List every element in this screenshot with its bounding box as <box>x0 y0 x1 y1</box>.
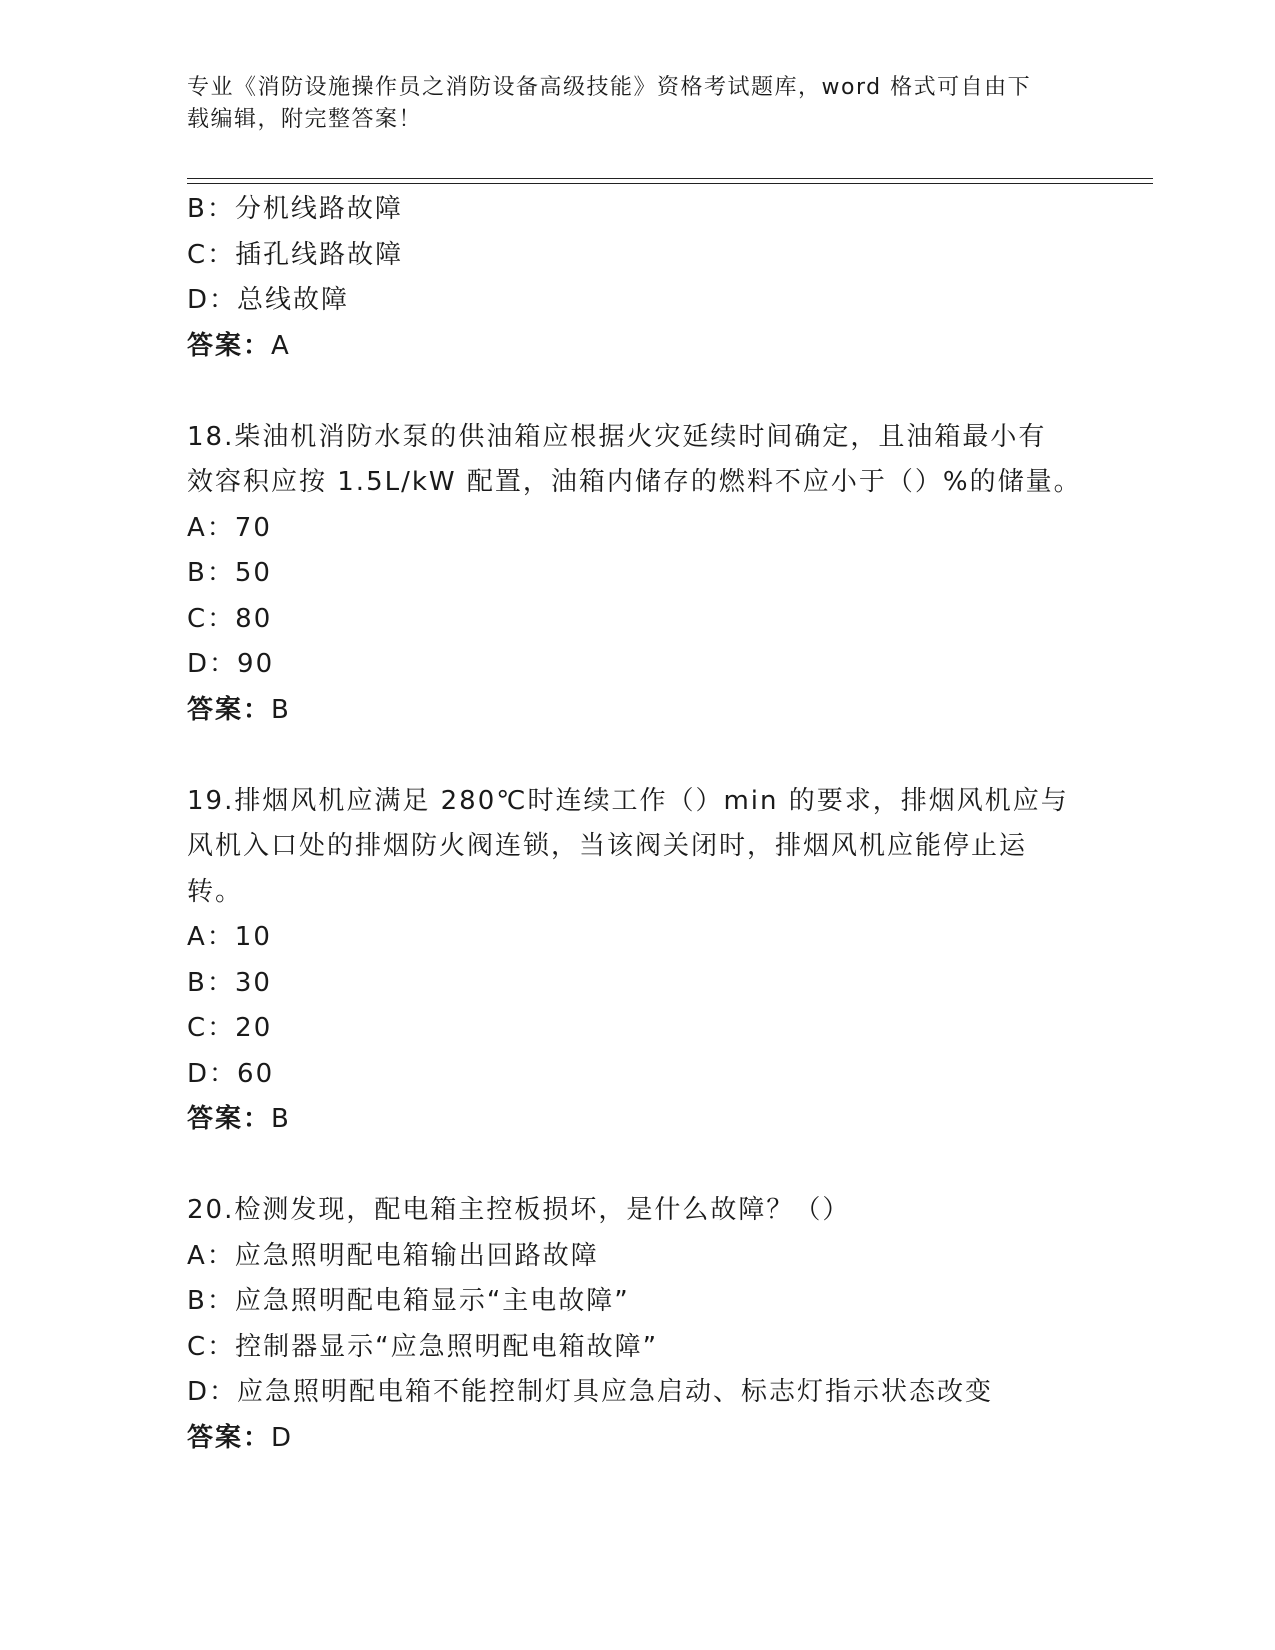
option-c: C：20 <box>187 1013 273 1043</box>
question-20 <box>187 1188 1087 1461</box>
answer-line <box>187 688 1087 734</box>
option-d: D：应急照明配电箱不能控制灯具应急启动、标志灯指示状态改变 <box>187 1377 994 1407</box>
answer-value: D <box>271 1422 294 1453</box>
option-a: A：10 <box>187 922 272 952</box>
option-b: B：分机线路故障 <box>187 194 403 224</box>
spacer <box>187 733 1087 779</box>
option-b: B：30 <box>187 967 272 998</box>
option-c: C：插孔线路故障 <box>187 239 404 270</box>
option-c: C：80 <box>187 603 273 634</box>
spacer <box>187 1143 1087 1189</box>
option-b: B：应急照明配电箱显示“主电故障” <box>187 1286 630 1316</box>
header-rule-bottom <box>187 183 1153 184</box>
option-d: D：60 <box>187 1058 275 1089</box>
option-b: B：50 <box>187 558 272 588</box>
answer-label: 答案： <box>187 330 272 361</box>
question-18 <box>187 415 1087 734</box>
spacer <box>187 369 1087 415</box>
question-19 <box>187 779 1087 1143</box>
question-stem-line: 18.柴油机消防水泵的供油箱应根据火灾延续时间确定，且油箱最小有 <box>187 421 1047 452</box>
answer-line <box>187 1416 1087 1462</box>
option-a: A：应急照明配电箱输出回路故障 <box>187 1240 599 1271</box>
answer-value: A <box>271 330 291 361</box>
question-stem-line: 19.排烟风机应满足 280℃时连续工作（）min 的要求，排烟风机应与 <box>187 785 1069 816</box>
option-a: A：70 <box>187 512 272 543</box>
option-c: C：控制器显示“应急照明配电箱故障” <box>187 1331 659 1362</box>
answer-label: 答案： <box>187 1104 272 1134</box>
answer-value: B <box>271 694 291 725</box>
question-content <box>187 187 1087 1461</box>
header-line-2: 载编辑，附完整答案！ <box>187 107 423 132</box>
question-stem-line: 转。 <box>187 876 244 907</box>
question-stem-line: 20.检测发现，配电箱主控板损坏，是什么故障？（） <box>187 1195 851 1225</box>
header-line-1: 专业《消防设施操作员之消防设备高级技能》资格考试题库，word 格式可自由下 <box>187 75 1032 100</box>
option-d: D：90 <box>187 649 275 679</box>
answer-value: B <box>271 1104 291 1134</box>
answer-label: 答案： <box>187 1422 272 1453</box>
question-stem-line: 风机入口处的排烟防火阀连锁，当该阀关闭时，排烟风机应能停止运 <box>187 831 1028 861</box>
question-17-tail <box>187 187 1087 369</box>
answer-line <box>187 1097 1087 1143</box>
option-d: D：总线故障 <box>187 285 350 315</box>
answer-line <box>187 324 1087 370</box>
header-rule-top <box>187 178 1153 179</box>
document-header <box>187 72 1067 136</box>
answer-label: 答案： <box>187 694 272 725</box>
question-stem-line: 效容积应按 1.5L/kW 配置，油箱内储存的燃料不应小于（）%的储量。 <box>187 467 1082 497</box>
